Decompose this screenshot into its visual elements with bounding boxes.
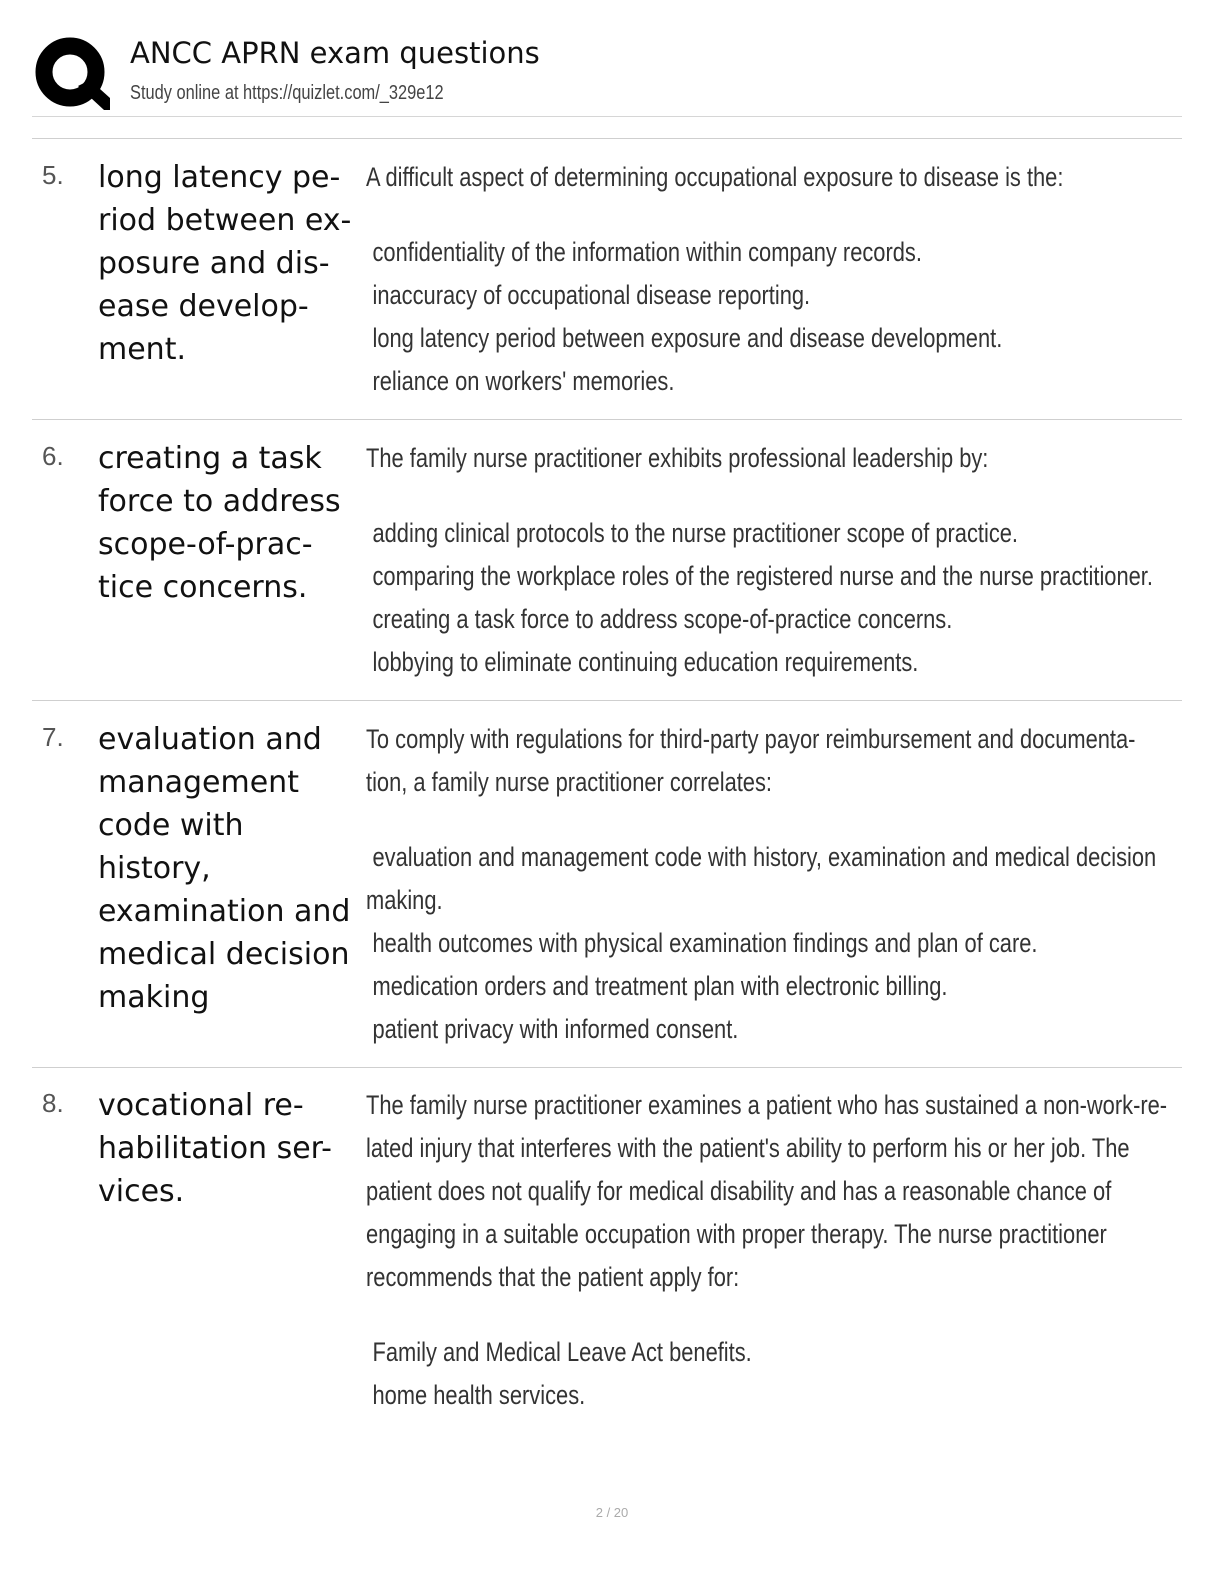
- card-option: home health services.: [372, 1380, 586, 1410]
- card-number: 7.: [42, 722, 64, 752]
- card-option: medication orders and treatment plan with electronic billing.: [372, 971, 948, 1001]
- card-option: patient privacy with informed consent.: [372, 1014, 739, 1044]
- card-definition: [366, 437, 1176, 684]
- card-option: evaluation and management code with history, examination and medical decision making.: [366, 842, 1157, 915]
- card-term: long latency pe- riod between ex- posure and dis- ease develop- ment.: [98, 160, 352, 367]
- card-number: 8.: [42, 1088, 64, 1118]
- header-divider: [32, 116, 1182, 117]
- card-option: inaccuracy of occupational disease reporting.: [372, 280, 811, 310]
- card-question: A difficult aspect of determining occupational exposure to disease is the:: [366, 162, 1064, 192]
- card-option: health outcomes with physical examination findings and plan of care.: [372, 928, 1038, 958]
- flashcard-8: [32, 1084, 1182, 1414]
- card-option: creating a task force to address scope-of-practice concerns.: [372, 604, 953, 634]
- card-options: [366, 1331, 1176, 1417]
- card-term: evaluation and management code with history, examination and medical decision making: [98, 722, 351, 1015]
- card-options: [366, 836, 1176, 1051]
- page-number: 2 / 20: [595, 1505, 629, 1520]
- flashcard-7: [32, 718, 1182, 1048]
- quizlet-q-logo-icon: [34, 36, 110, 112]
- flashcard-5: [32, 156, 1182, 406]
- page-header: [32, 30, 1192, 120]
- card-definition: [366, 718, 1176, 1051]
- card-divider: [32, 700, 1182, 701]
- card-definition: [366, 1084, 1176, 1417]
- header-divider-lower: [32, 138, 1182, 139]
- card-option: comparing the workplace roles of the registered nurse and the nurse practitioner.: [372, 561, 1153, 591]
- card-question: The family nurse practitioner examines a patient who has sustained a non-work-re- lated injury that interferes with the patient's ability to perform his or her job. The patient does not qualify for medical disability and has a reasonable chance of engaging in a suitable occupation with proper therapy. The nurse practitioner recommends that the patient apply for:: [366, 1090, 1168, 1292]
- card-option: reliance on workers' memories.: [372, 366, 675, 396]
- card-term: vocational re- habilitation ser- vices.: [98, 1088, 332, 1209]
- card-options: [366, 231, 1176, 403]
- study-link[interactable]: Study online at https://quizlet.com/_329e12: [130, 82, 444, 104]
- card-definition: [366, 156, 1176, 403]
- card-option: long latency period between exposure and disease development.: [372, 323, 1003, 353]
- page-title: ANCC APRN exam questions: [130, 36, 540, 70]
- card-term: creating a task force to address scope-of-prac- tice concerns.: [98, 441, 341, 605]
- card-number: 6.: [42, 441, 64, 471]
- card-option: Family and Medical Leave Act benefits.: [372, 1337, 752, 1367]
- card-options: [366, 512, 1176, 684]
- card-divider: [32, 419, 1182, 420]
- card-option: lobbying to eliminate continuing education requirements.: [372, 647, 919, 677]
- card-divider: [32, 1067, 1182, 1068]
- card-option: adding clinical protocols to the nurse practitioner scope of practice.: [372, 518, 1018, 548]
- card-question: The family nurse practitioner exhibits professional leadership by:: [366, 443, 989, 473]
- flashcard-6: [32, 437, 1182, 687]
- card-option: confidentiality of the information within company records.: [372, 237, 922, 267]
- card-question: To comply with regulations for third-party payor reimbursement and documenta- tion, a family nurse practitioner correlates:: [366, 724, 1136, 797]
- card-number: 5.: [42, 160, 64, 190]
